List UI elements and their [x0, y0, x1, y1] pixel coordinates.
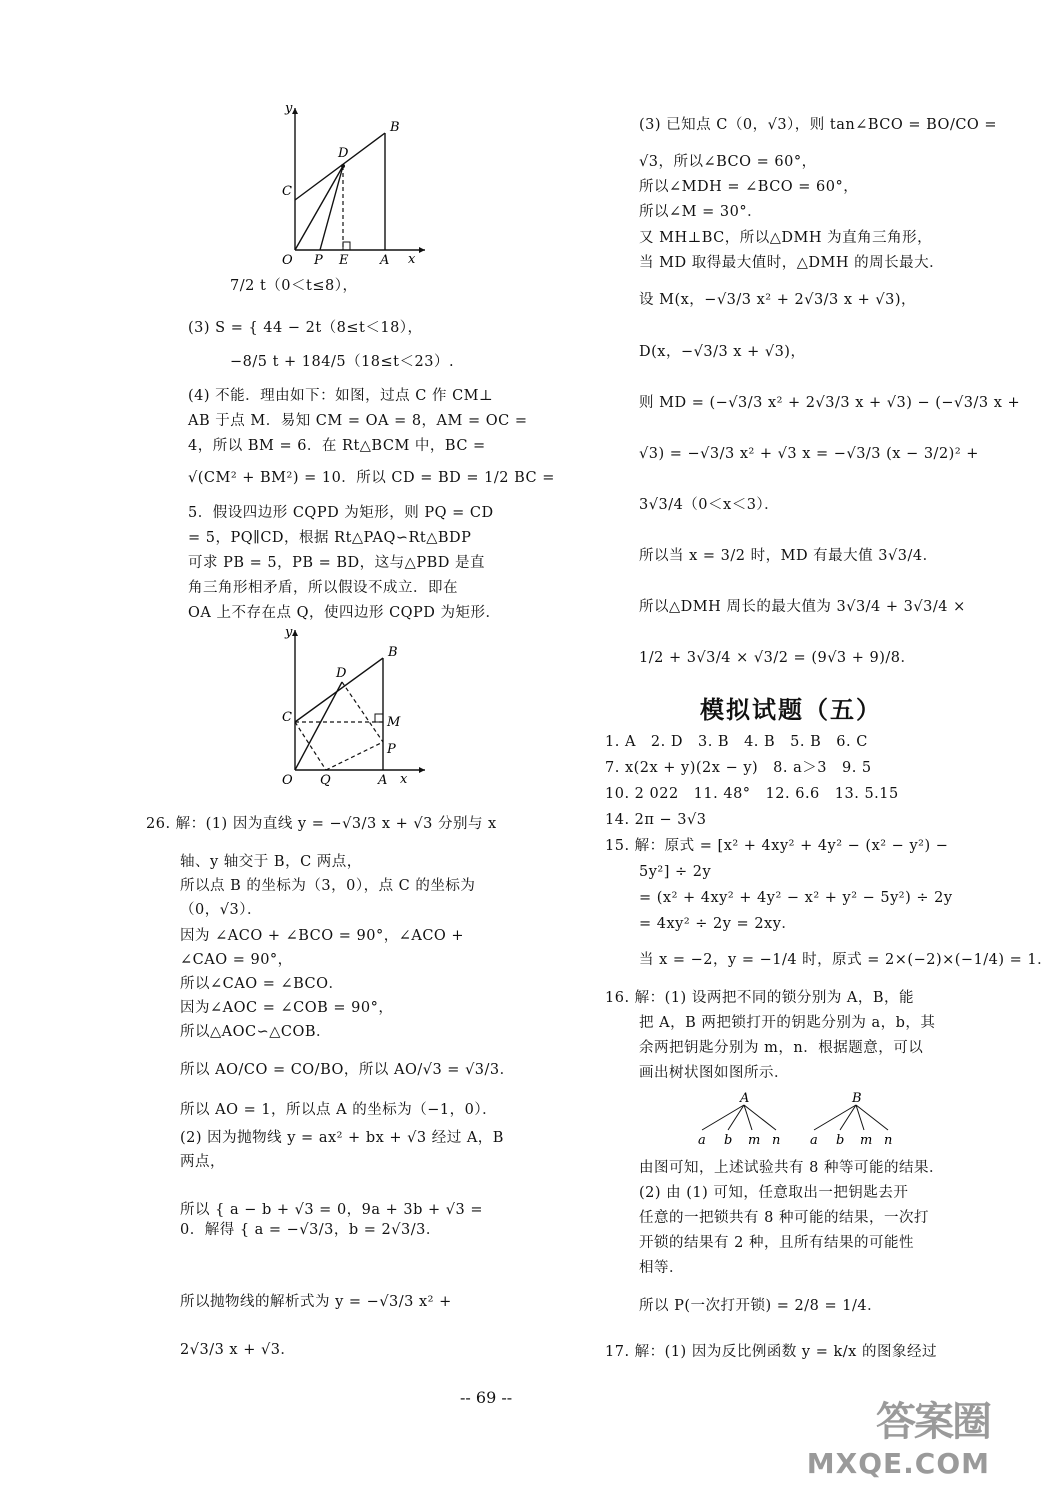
- q15-line: = 4xy² ÷ 2y = 2xy．: [639, 916, 797, 932]
- q26-line: 两点，: [180, 1154, 225, 1170]
- q16-after-line: (2) 由 (1) 可知，任意取出一把钥匙去开: [639, 1185, 909, 1201]
- fig2-line-qp: [326, 742, 383, 770]
- answer-line: 7. x(2x + y)(2x − y) 8. a＞3 9. 5: [605, 760, 872, 776]
- q26-line: (2) 因为抛物线 y = ax² + bx + √3 经过 A，B: [180, 1130, 504, 1146]
- p4-line: = 5，PQ∥CD，根据 Rt△PAQ∽Rt△BDP: [188, 530, 472, 546]
- fig2-label-q: Q: [320, 773, 331, 788]
- p4-line: 5．假设四边形 CQPD 为矩形，则 PQ = CD: [188, 505, 494, 521]
- q26-system: 所以 { a − b + √3 = 0，9a + 3b + √3 = 0．解得 { a = −√3/3，b = 2√3/3．: [180, 1202, 483, 1238]
- fig1-label-x: x: [408, 252, 416, 267]
- p3-piece-3: −8/5 t + 184/5（18≤t＜23）.: [230, 354, 455, 370]
- tree-root-a: A: [740, 1091, 750, 1106]
- r-p3-line: D(x，−√3/3 x + √3)，: [639, 344, 806, 360]
- fig1-label-c: C: [282, 184, 292, 199]
- tree-diagram: [690, 1088, 920, 1148]
- q26-line: 轴、y 轴交于 B，C 两点，: [180, 854, 362, 870]
- q16-after-line: 由图可知，上述试验共有 8 种等可能的结果．: [639, 1160, 944, 1176]
- q16-line: 16. 解：(1) 设两把不同的锁分别为 A，B，能: [605, 990, 915, 1006]
- q15-line: 5y²] ÷ 2y: [639, 864, 712, 880]
- fig2-line-cq: [295, 722, 326, 770]
- tree-root-b: B: [852, 1091, 862, 1106]
- p4-line: 角三角形相矛盾，所以假设不成立．即在: [188, 580, 458, 596]
- answer-line: 14. 2π − 3√3: [605, 812, 707, 828]
- r-p3-line: 所以当 x = 3/2 时，MD 有最大值 3√3/4．: [639, 548, 938, 564]
- q26-line: 所以点 B 的坐标为（3，0），点 C 的坐标为: [180, 878, 476, 894]
- q26-line: 所以 AO/CO = CO/BO，所以 AO/√3 = √3/3．: [180, 1062, 515, 1078]
- tree-leaf-b: b: [724, 1133, 733, 1148]
- figure-2-graph: [280, 622, 430, 787]
- fig2-right-angle: [375, 714, 383, 722]
- tree-leaf-a: a: [810, 1133, 818, 1148]
- q26-line: 所以∠CAO = ∠BCO．: [180, 976, 344, 992]
- q15-line: 15. 解：原式 = [x² + 4xy² + 4y² − (x² − y²) −: [605, 838, 949, 854]
- fig2-label-x: x: [400, 772, 408, 787]
- q15-line: 当 x = −2，y = −1/4 时，原式 = 2×(−2)×(−1/4) = 1．: [639, 952, 1052, 968]
- r-p3-line: 当 MD 取得最大值时，△DMH 的周长最大．: [639, 255, 945, 271]
- watermark-text: 答案圈: [876, 1399, 990, 1445]
- p4-line: 4，所以 BM = 6．在 Rt△BCM 中，BC =: [188, 438, 486, 454]
- section-title: 模拟试题（五）: [700, 696, 882, 724]
- tree-leaf-m: m: [748, 1133, 761, 1148]
- tree-leaf-n: n: [772, 1133, 781, 1148]
- fig2-label-a: A: [378, 773, 388, 788]
- fig1-line-od: [295, 166, 343, 250]
- fig2-label-m: M: [387, 715, 401, 730]
- q26-line: ∠CAO = 90°，: [180, 952, 293, 968]
- fig1-line-cb: [295, 133, 385, 200]
- q16-after-line: 任意的一把锁共有 8 种可能的结果，一次打: [639, 1210, 929, 1226]
- fig1-right-angle: [343, 242, 350, 250]
- fig1-label-p: P: [314, 253, 323, 268]
- fig2-line-od: [295, 682, 342, 770]
- q16-line: 画出树状图如图所示．: [639, 1065, 789, 1081]
- q26-line: 因为∠AOC = ∠COB = 90°，: [180, 1000, 394, 1016]
- q17-line: 17. 解：(1) 因为反比例函数 y = k/x 的图象经过: [605, 1344, 937, 1360]
- r-p3-line: √3，所以∠BCO = 60°，: [639, 154, 817, 170]
- q16-after-line: 开锁的结果有 2 种，且所有结果的可能性: [639, 1235, 914, 1251]
- q16-after-line: 所以 P(一次打开锁) = 2/8 = 1/4．: [639, 1298, 883, 1314]
- q16-line: 余两把钥匙分别为 m，n．根据题意，可以: [639, 1040, 924, 1056]
- p4-line: √(CM² + BM²) = 10．所以 CD = BD = 1/2 BC =: [188, 470, 555, 486]
- r-p3-line: 则 MD = (−√3/3 x² + 2√3/3 x + √3) − (−√3/3 x +: [639, 395, 1021, 411]
- answer-line: 1. A 2. D 3. B 4. B 5. B 6. C: [605, 734, 868, 750]
- fig2-label-d: D: [336, 666, 347, 681]
- tree-leaf-m: m: [860, 1133, 873, 1148]
- p3-piece-2: (3) S = { 44 − 2t（8≤t＜18），: [188, 320, 423, 336]
- page-number: -- 69 --: [460, 1388, 513, 1407]
- fig1-label-o: O: [282, 253, 293, 268]
- fig1-label-y: y: [285, 101, 293, 116]
- r-p3-line: (3) 已知点 C（0，√3），则 tan∠BCO = BO/CO =: [639, 117, 998, 133]
- r-p3-line: 所以∠MDH = ∠BCO = 60°，: [639, 179, 859, 195]
- fig2-label-c: C: [282, 710, 292, 725]
- tree-leaf-n: n: [884, 1133, 893, 1148]
- q26-line: 所以 AO = 1，所以点 A 的坐标为（−1，0）．: [180, 1102, 498, 1118]
- tree-leaf-b: b: [836, 1133, 845, 1148]
- q16-line: 把 A，B 两把锁打开的钥匙分别为 a，b，其: [639, 1015, 936, 1031]
- fig1-label-e: E: [339, 253, 349, 268]
- q15-line: = (x² + 4xy² + 4y² − x² + y² − 5y²) ÷ 2y: [639, 890, 953, 906]
- r-p3-line: 3√3/4（0＜x＜3）．: [639, 497, 780, 513]
- fig2-label-o: O: [282, 773, 293, 788]
- r-p3-line: 设 M(x，−√3/3 x² + 2√3/3 x + √3)，: [639, 292, 917, 308]
- r-p3-line: 所以∠M = 30°．: [639, 204, 763, 220]
- tree-leaf-a: a: [698, 1133, 706, 1148]
- p4-line: (4) 不能．理由如下：如图，过点 C 作 CM⊥: [188, 388, 494, 404]
- q26-line: 26. 解：(1) 因为直线 y = −√3/3 x + √3 分别与 x: [146, 816, 497, 832]
- answer-line: 10. 2 022 11. 48° 12. 6.6 13. 5.15: [605, 786, 899, 802]
- p4-line: OA 上不存在点 Q，使四边形 CQPD 为矩形．: [188, 605, 501, 621]
- q26-line: 所以△AOC∽△COB．: [180, 1024, 332, 1040]
- figure-1-graph: [280, 100, 430, 268]
- fig2-line-dp: [342, 682, 383, 742]
- fig1-label-d: D: [338, 146, 349, 161]
- fig2-label-b: B: [388, 645, 398, 660]
- q26-line: 因为 ∠ACO + ∠BCO = 90°，∠ACO +: [180, 928, 465, 944]
- r-p3-line: 又 MH⊥BC，所以△DMH 为直角三角形，: [639, 230, 933, 246]
- q26-line: 2√3/3 x + √3．: [180, 1342, 296, 1358]
- q16-after-line: 相等．: [639, 1260, 684, 1276]
- q26-line: 所以抛物线的解析式为 y = −√3/3 x² +: [180, 1294, 452, 1310]
- p4-line: AB 于点 M．易知 CM = OA = 8，AM = OC =: [188, 413, 528, 429]
- watermark-url: MXQE.COM: [806, 1447, 990, 1480]
- q26-line: （0，√3）．: [180, 902, 262, 918]
- watermark-logo: [807, 1390, 990, 1480]
- fig2-label-y: y: [285, 625, 293, 640]
- r-p3-line: √3) = −√3/3 x² + √3 x = −√3/3 (x − 3/2)² +: [639, 446, 979, 462]
- p3-piece-1: 7/2 t（0＜t≤8），: [230, 278, 358, 294]
- fig2-label-p: P: [387, 742, 396, 757]
- r-p3-line: 1/2 + 3√3/4 × √3/2 = (9√3 + 9)/8．: [639, 650, 916, 666]
- fig1-label-a: A: [380, 253, 390, 268]
- fig1-label-b: B: [390, 120, 400, 135]
- p4-line: 可求 PB = 5，PB = BD，这与△PBD 是直: [188, 555, 485, 571]
- r-p3-line: 所以△DMH 周长的最大值为 3√3/4 + 3√3/4 ×: [639, 599, 966, 615]
